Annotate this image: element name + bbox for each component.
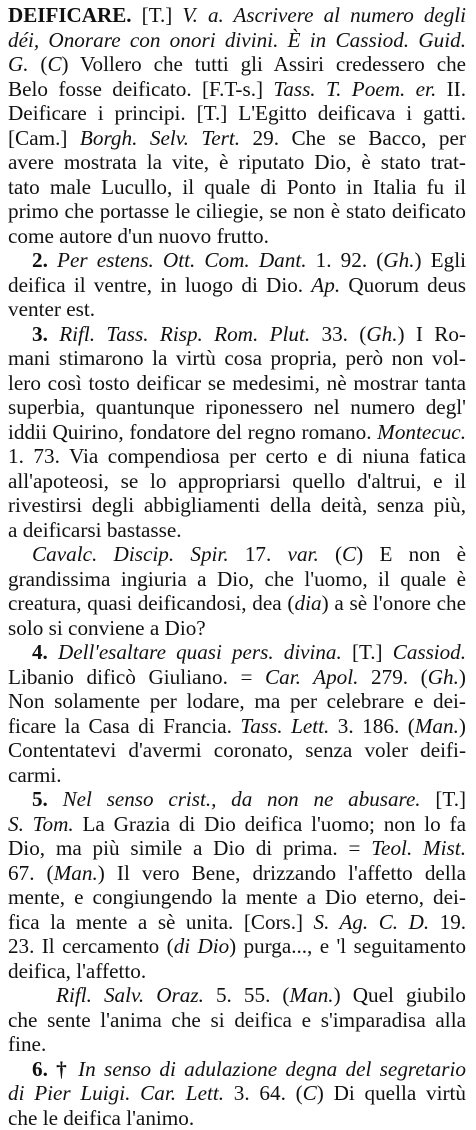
entry-text: a deificarsi bastasse.	[8, 518, 182, 542]
entry-text: 279. (	[358, 665, 427, 689]
entry-line	[8, 983, 466, 1008]
italic-text: S. Tom.	[8, 812, 74, 836]
italic-text: Cassiod.	[393, 640, 466, 664]
italic-text: Borgh. Selv. Tert.	[80, 126, 240, 150]
entry-text: 67. (	[8, 861, 54, 885]
entry-text: )	[459, 665, 466, 689]
entry-line	[8, 689, 466, 714]
entry-text: 3. 186. (	[329, 714, 414, 738]
entry-text: (	[319, 542, 342, 566]
entry-line	[8, 1057, 466, 1082]
entry-text: avere mostrata la vite, è riputato Dio, è stato trat-	[8, 150, 466, 174]
entry-line	[8, 861, 466, 886]
entry-line	[8, 763, 466, 788]
entry-line	[8, 248, 466, 273]
italic-text: di Dio	[174, 934, 229, 958]
entry-text: all'apoteosi, se lo appropriarsi quello d'altrui, e il	[8, 469, 466, 493]
entry-text: ) Egli	[415, 248, 466, 272]
italic-text: Cavalc. Discip. Spir.	[32, 542, 229, 566]
entry-text: 33. (	[310, 322, 366, 346]
italic-text: Man.	[415, 714, 459, 738]
entry-line	[8, 175, 466, 200]
entry-text: deifica il ventre, in luogo di Dio.	[8, 273, 311, 297]
italic-text: C	[303, 1081, 317, 1105]
entry-line	[8, 322, 466, 347]
entry-text: che le deifica l'animo.	[8, 1106, 194, 1130]
entry-line	[8, 297, 466, 322]
entry-line	[8, 224, 466, 249]
entry-line	[8, 77, 466, 102]
italic-text: G.	[8, 52, 29, 76]
italic-text: Man.	[289, 983, 333, 1007]
italic-text: Gh.	[383, 248, 414, 272]
entry-text: venter est.	[8, 297, 95, 321]
italic-text: Rifl. Tass. Risp. Rom. Plut.	[59, 322, 310, 346]
entry-text: Dio, ma più simile a Dio di prima. =	[8, 836, 371, 860]
entry-line	[8, 714, 466, 739]
entry-line	[8, 444, 466, 469]
entry-text: 3. 64. (	[224, 1081, 303, 1105]
entry-line	[8, 493, 466, 518]
entry-line	[8, 1081, 466, 1106]
entry-line	[8, 591, 466, 616]
entry-text: Contentatevi d'avermi coronato, senza voler deifi-	[8, 738, 466, 762]
entry-text: [T.]	[132, 3, 183, 27]
entry-line	[8, 787, 466, 812]
italic-text: Montecuc.	[377, 420, 466, 444]
entry-text: ) a sè l'onore che	[322, 591, 466, 615]
entry-label: 5.	[32, 787, 63, 811]
italic-text: Man.	[54, 861, 98, 885]
italic-text: déi, Onorare con onori divini. È in Cassiod. Guid.	[8, 28, 466, 52]
entry-line	[8, 738, 466, 763]
entry-text: fica la mente a sè unita. [Cors.]	[8, 910, 314, 934]
entry-line	[8, 567, 466, 592]
entry-line	[8, 199, 466, 224]
entry-line	[8, 3, 466, 28]
entry-label: 4.	[32, 640, 58, 664]
entry-line	[8, 934, 466, 959]
entry-text: solo si conviene a Dio?	[8, 616, 206, 640]
entry-text: creatura, quasi deificandosi, dea (	[8, 591, 295, 615]
entry-line	[8, 812, 466, 837]
italic-text: di Pier Luigi. Car. Lett.	[8, 1081, 224, 1105]
italic-text: Nel senso crist., da non ne abusare.	[63, 787, 421, 811]
entry-text: Belo fosse deificato. [F.T-s.]	[8, 77, 273, 101]
italic-text: Dell'esaltare quasi pers. divina.	[58, 640, 342, 664]
entry-text: fine.	[8, 1032, 46, 1056]
entry-line	[8, 542, 466, 567]
entry-text: Non solamente per lodare, ma per celebrare e dei-	[8, 689, 466, 713]
entry-text: 1. 73. Via compendiosa per certo e di niuna fatica	[8, 444, 466, 468]
entry-text: 5. 55. (	[204, 983, 290, 1007]
entry-text: Quorum deus	[340, 273, 466, 297]
entry-text: come autore d'un nuovo frutto.	[8, 224, 269, 248]
entry-text: II.	[436, 77, 466, 101]
entry-text: deifica, l'affetto.	[8, 959, 146, 983]
entry-line	[8, 52, 466, 77]
italic-text: Rifl. Salv. Oraz.	[56, 983, 204, 1007]
entry-text: 1. 92. (	[307, 248, 384, 272]
entry-text: mani stimarono la virtù cosa propria, però non vol-	[8, 346, 466, 370]
italic-text: Car. Apol.	[265, 665, 358, 689]
italic-text: var.	[288, 542, 319, 566]
entry-text: rivestirsi degli abbigliamenti della deità, senza più,	[8, 493, 466, 517]
entry-line	[8, 371, 466, 396]
italic-text: Gh.	[428, 665, 459, 689]
entry-line	[8, 420, 466, 445]
entry-text: Deificare i principi. [T.] L'Egitto deificava i gatti.	[8, 101, 466, 125]
entry-line	[8, 616, 466, 641]
italic-text: V. a. Ascrivere al numero degli	[182, 3, 466, 27]
entry-text: superbia, quantunque riponessero nel numero degl'	[8, 395, 466, 419]
italic-text: Gh.	[366, 322, 397, 346]
entry-label: 2.	[32, 248, 57, 272]
entry-line	[8, 665, 466, 690]
entry-text: che sente l'anima che si deifica e s'imparadisa alla	[8, 1008, 466, 1032]
entry-line	[8, 126, 466, 151]
entry-text: 17.	[229, 542, 288, 566]
entry-text: lero così tosto deificar se medesimi, nè mostrar tanta	[8, 371, 466, 395]
entry-line	[8, 518, 466, 543]
italic-text: Tass. T. Poem. er.	[273, 77, 436, 101]
entry-line	[8, 346, 466, 371]
italic-text: Teol. Mist.	[371, 836, 466, 860]
entry-text: ) Di quella virtù	[317, 1081, 466, 1105]
entry-text: [Cam.]	[8, 126, 80, 150]
entry-text: )	[459, 714, 466, 738]
italic-text: dia	[295, 591, 322, 615]
entry-text: mente, e congiungendo la mente a Dio eterno, dei-	[8, 885, 466, 909]
entry-line	[8, 28, 466, 53]
italic-text: Per estens. Ott. Com. Dant.	[57, 248, 307, 272]
entry-text: iddii Quirino, fondatore del regno romano.	[8, 420, 377, 444]
entry-label: 6. †	[32, 1057, 78, 1081]
entry-line	[8, 101, 466, 126]
entry-line	[8, 1106, 466, 1130]
italic-text: Tass. Lett.	[240, 714, 329, 738]
italic-text: C	[47, 52, 61, 76]
entry-text: (	[29, 52, 48, 76]
entry-line	[8, 1008, 466, 1033]
dictionary-entry-deificare	[8, 3, 466, 1130]
italic-text: C	[342, 542, 356, 566]
entry-line	[8, 1032, 466, 1057]
entry-text: [T.]	[421, 787, 466, 811]
entry-text: ) I Ro-	[398, 322, 466, 346]
entry-text: tato male Lucullo, il quale di Ponto in Italia fu il	[8, 175, 466, 199]
entry-line	[8, 959, 466, 984]
entry-line	[8, 640, 466, 665]
entry-text: ) Quel giubilo	[334, 983, 466, 1007]
entry-line	[8, 836, 466, 861]
entry-line	[8, 150, 466, 175]
entry-text: carmi.	[8, 763, 62, 787]
italic-text: Ap.	[311, 273, 340, 297]
entry-label: DEIFICARE.	[8, 3, 132, 27]
entry-line	[8, 395, 466, 420]
entry-line	[8, 885, 466, 910]
entry-text: ) Il vero Bene, drizzando l'affetto della	[98, 861, 466, 885]
entry-text: primo che portasse le ciliegie, se non è stato deificato	[8, 199, 466, 223]
entry-text: Libanio dificò Giuliano. =	[8, 665, 265, 689]
entry-label: 3.	[32, 322, 59, 346]
entry-text: 29. Che se Bacco, per	[240, 126, 466, 150]
entry-text: ficare la Casa di Francia.	[8, 714, 240, 738]
entry-text: grandissima ingiuria a Dio, che l'uomo, il quale è	[8, 567, 466, 591]
entry-text: ) E non è	[356, 542, 466, 566]
entry-text: [T.]	[342, 640, 393, 664]
entry-text: La Grazia di Dio deifica l'uomo; non lo fa	[74, 812, 466, 836]
italic-text: S. Ag. C. D.	[314, 910, 430, 934]
entry-text: ) purga..., e 'l seguitamento	[229, 934, 466, 958]
entry-line	[8, 469, 466, 494]
entry-text: 23. Il cercamento (	[8, 934, 174, 958]
entry-line	[8, 273, 466, 298]
entry-line	[8, 910, 466, 935]
entry-text: 19.	[429, 910, 466, 934]
entry-text: ) Vollero che tutti gli Assiri credessero che	[62, 52, 467, 76]
italic-text: In senso di adulazione degna del segretario	[78, 1057, 466, 1081]
